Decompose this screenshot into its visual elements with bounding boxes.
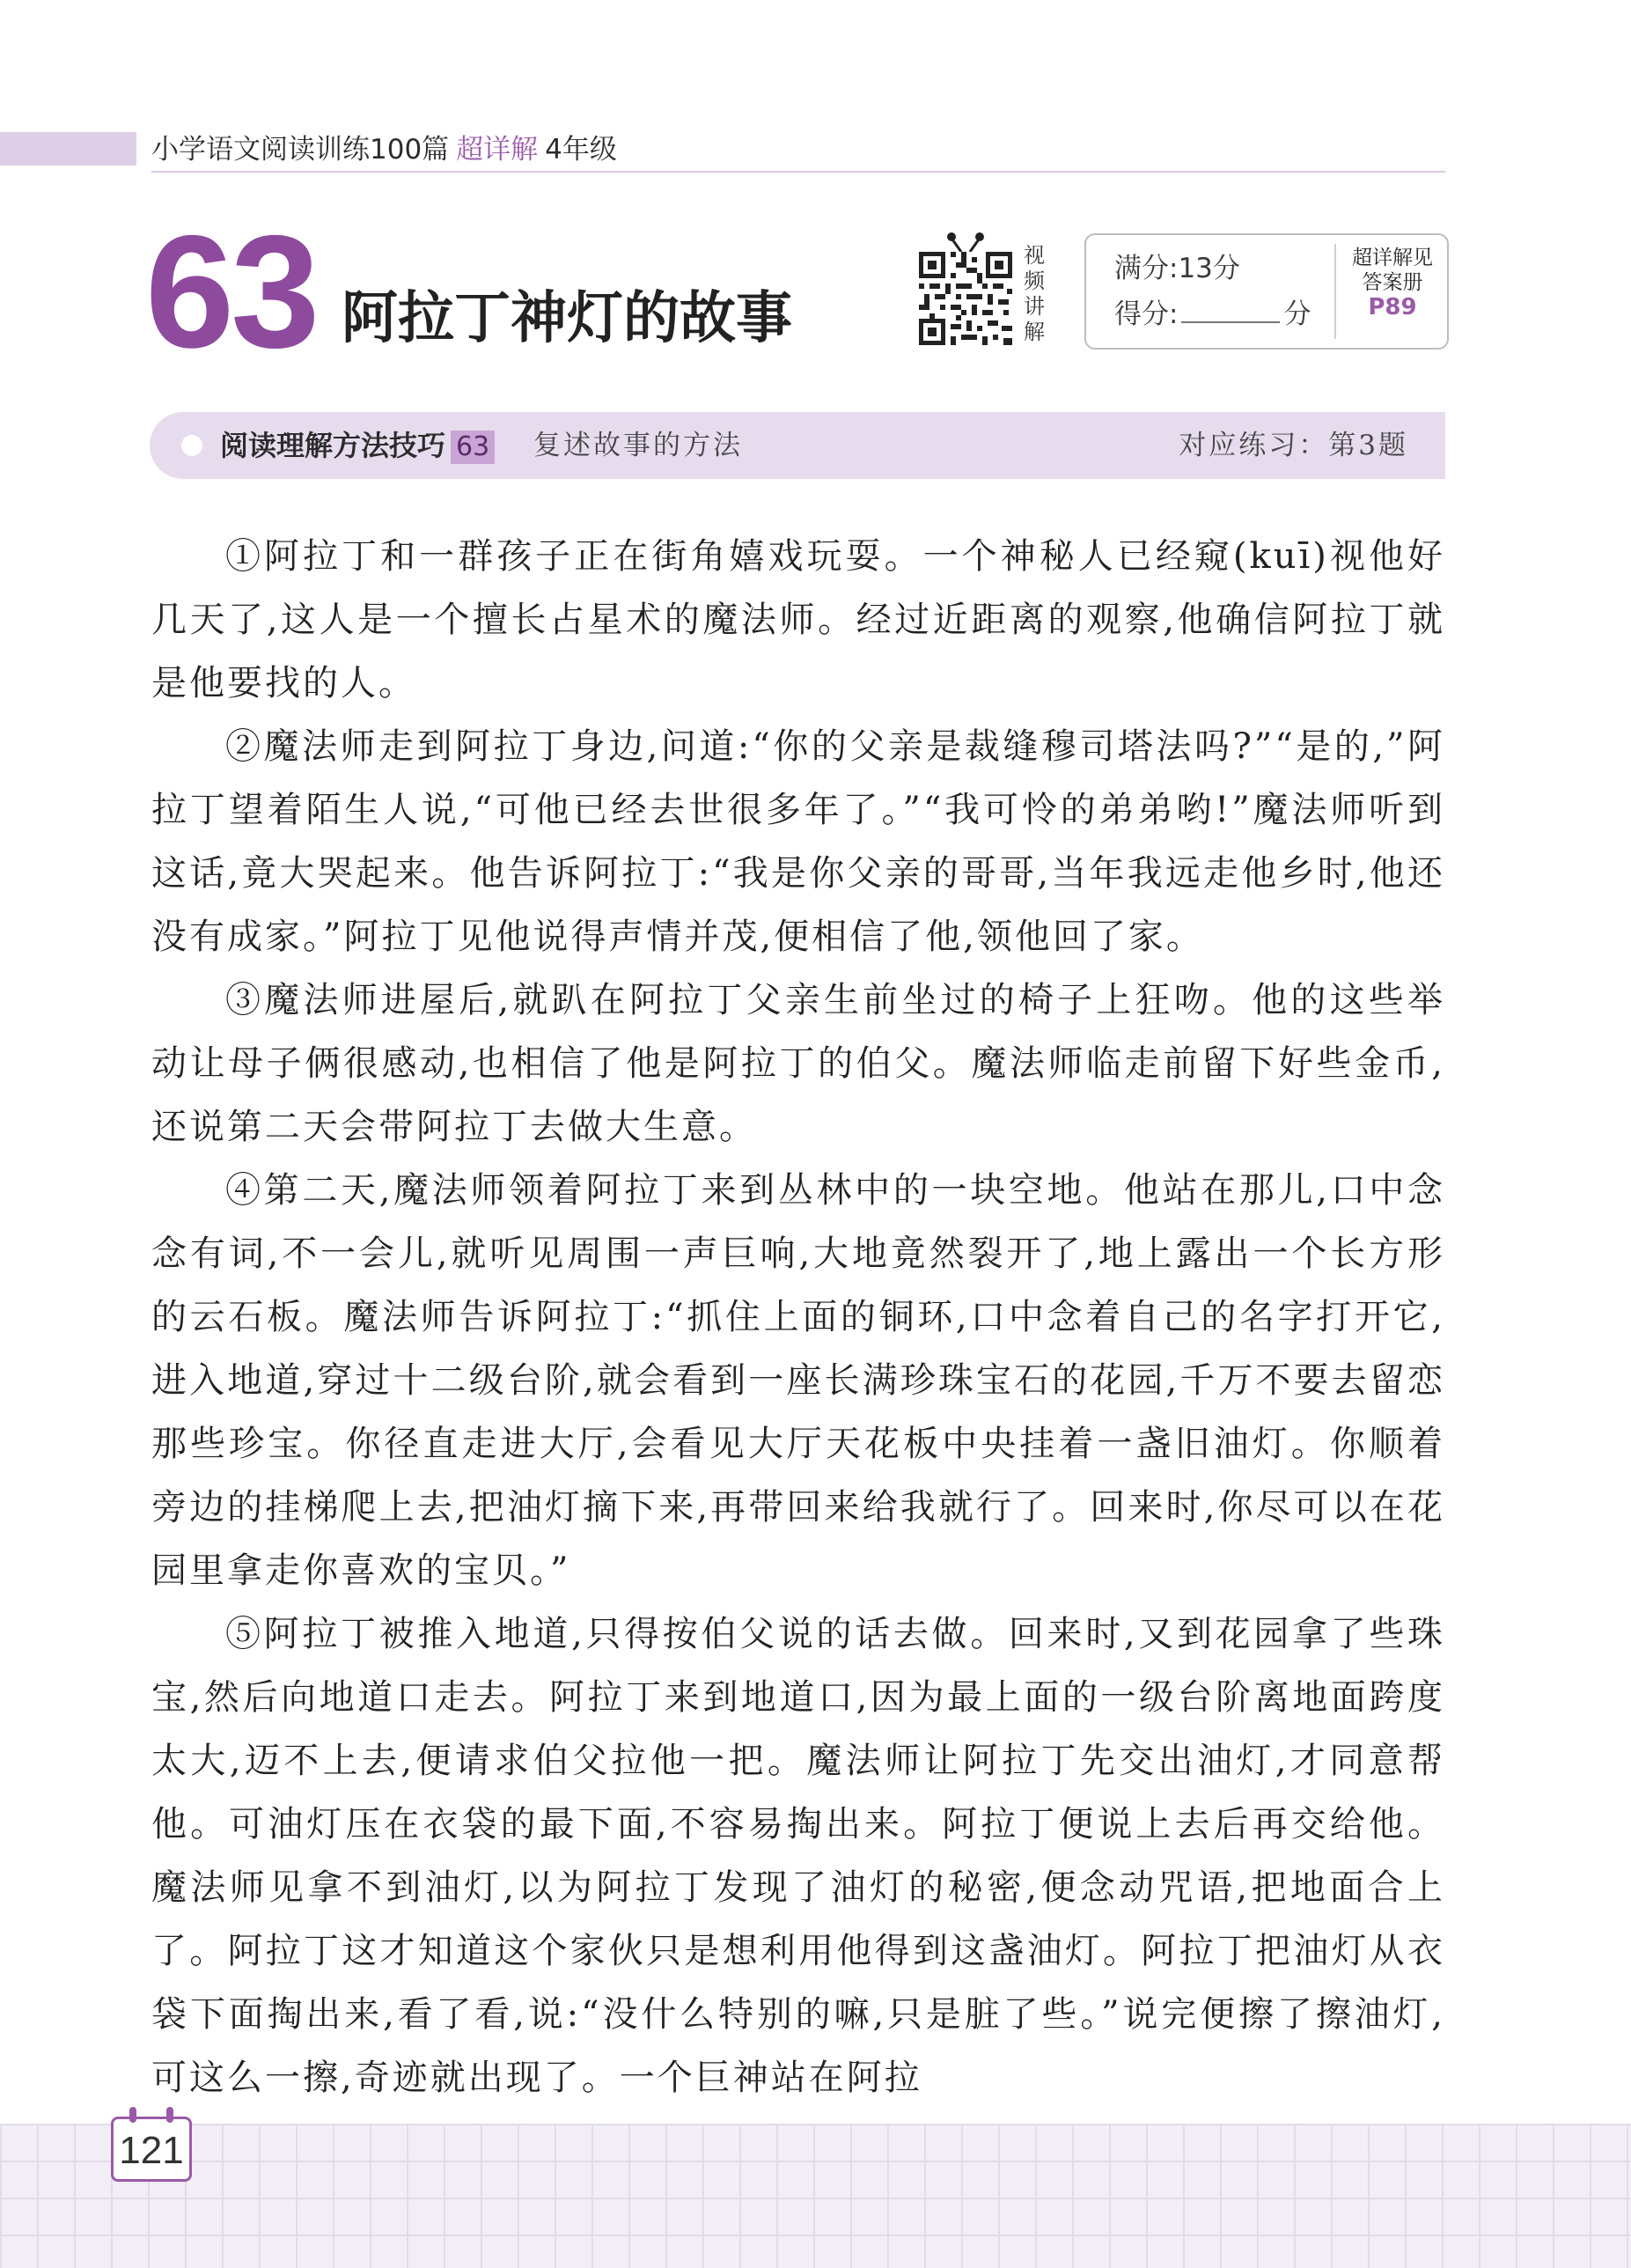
- qr-code[interactable]: [917, 222, 1014, 350]
- answer-page: P89: [1368, 294, 1417, 320]
- calendar-ring-icon: [166, 2107, 173, 2123]
- book-series: 小学语文阅读训练100篇: [151, 134, 450, 166]
- article-body: [151, 525, 1445, 2110]
- book-title: [151, 132, 617, 167]
- method-label-text: 阅读理解方法技巧: [220, 429, 446, 462]
- footer-grid: [0, 2124, 1631, 2268]
- answer-ref-line: 答案册: [1362, 271, 1423, 294]
- video-explanation-label: [1019, 243, 1049, 345]
- answer-ref-line: 超详解见: [1352, 247, 1433, 269]
- paragraph-5: ⑤阿拉丁被推入地道,只得按伯父说的话去做。回来时,又到花园拿了些珠宝,然后向地道口走去。阿拉丁来到地道口,因为最上面的一级台阶离地面跨度太大,迈不上去,便请求伯父拉他一把。魔法师让阿拉丁先交出油灯,才同意帮他。可油灯压在衣袋的最下面,不容易掏出来。阿拉丁便说上去后再交给他。魔法师见拿不到油灯,以为阿拉丁发现了油灯的秘密,便念动咒语,把地面合上了。阿拉丁这才知道这个家伙只是想利用他得到这盏油灯。阿拉丁把油灯从衣袋下面掏出来,看了看,说:“没什么特别的嘛,只是脏了些。”说完便擦了擦油灯,可这么一擦,奇迹就出现了。一个巨神站在阿拉: [151, 1614, 1445, 2098]
- page-number: 121: [119, 2129, 184, 2172]
- method-label: [220, 426, 495, 465]
- answer-reference: [1338, 246, 1447, 320]
- video-label-char: 解: [1024, 320, 1045, 344]
- method-number: 63: [451, 431, 495, 464]
- book-edition: 超详解: [456, 134, 539, 166]
- header-divider: [151, 171, 1445, 173]
- paragraph-3: ③魔法师进屋后,就趴在阿拉丁父亲生前坐过的椅子上狂吻。他的这些举动让母子俩很感动,也相信了他是阿拉丁的伯父。魔法师临走前留下好些金币,还说第二天会带阿拉丁去做大生意。: [151, 980, 1445, 1147]
- video-label-char: 频: [1024, 269, 1045, 293]
- paragraph-2: ②魔法师走到阿拉丁身边,问道:“你的父亲是裁缝穆司塔法吗?”“是的,”阿拉丁望着陌生人说,“可他已经去世很多年了。”“我可怜的弟弟哟!”魔法师听到这话,竟大哭起来。他告诉阿拉丁:“我是你父亲的哥哥,当年我远走他乡时,他还没有成家。”阿拉丁见他说得声情并茂,便相信了他,领他回了家。: [151, 726, 1445, 957]
- video-label-char: 讲: [1024, 294, 1045, 319]
- paragraph-4: ④第二天,魔法师领着阿拉丁来到丛林中的一块空地。他站在那儿,口中念念有词,不一会儿,就听见周围一声巨响,大地竟然裂开了,地上露出一个长方形的云石板。魔法师告诉阿拉丁:“抓住上面的铜环,口中念着自己的名字打开它,进入地道,穿过十二级台阶,就会看到一座长满珍珠宝石的花园,千万不要去留恋那些珍宝。你径直走进大厅,会看见大厅天花板中央挂着一盏旧油灯。你顺着旁边的挂梯爬上去,把油灯摘下来,再带回来给我就行了。回来时,你尽可以在花园里拿走你喜欢的宝贝。”: [151, 1170, 1445, 1591]
- earned-score-unit: 分: [1283, 298, 1311, 330]
- paragraph-1: ①阿拉丁和一群孩子正在街角嬉戏玩耍。一个神秘人已经窥(kuī)视他好几天了,这人是一个擅长占星术的魔法师。经过近距离的观察,他确信阿拉丁就是他要找的人。: [151, 536, 1445, 703]
- qr-code-icon: [917, 222, 1014, 350]
- header-band: [0, 132, 136, 166]
- bullet-icon: [181, 435, 202, 456]
- method-banner: [150, 412, 1445, 479]
- lesson-number: 63: [145, 202, 317, 381]
- page-number-box: [111, 2117, 192, 2182]
- earned-score-label: 得分:: [1114, 298, 1179, 330]
- earned-score-blank[interactable]: [1181, 297, 1280, 323]
- method-topic: 复述故事的方法: [533, 430, 743, 461]
- method-practice-ref: 对应练习：第3题: [1179, 430, 1408, 461]
- score-box: [1084, 233, 1449, 350]
- earned-score: [1114, 297, 1311, 332]
- score-divider: [1334, 244, 1336, 339]
- video-label-char: 视: [1024, 243, 1045, 268]
- book-grade: 4年级: [545, 134, 617, 166]
- lesson-title: 阿拉丁神灯的故事: [342, 286, 792, 351]
- full-score: 满分:13分: [1114, 253, 1240, 284]
- calendar-ring-icon: [129, 2107, 136, 2123]
